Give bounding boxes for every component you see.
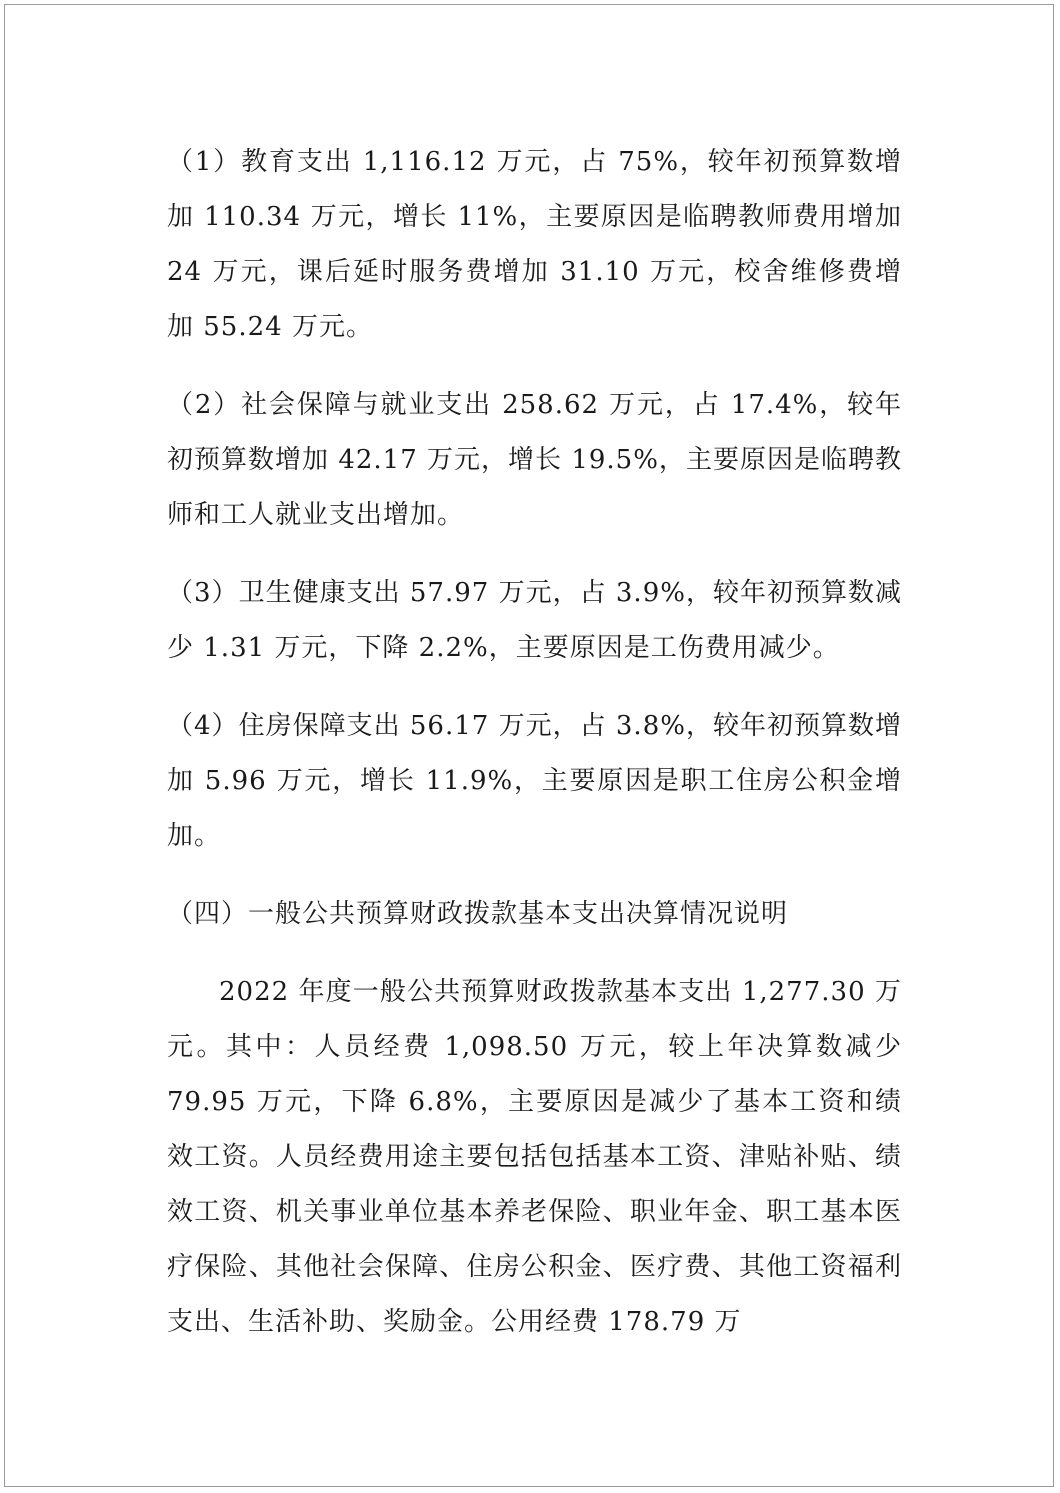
paragraph-basic-expenditure: 2022 年度一般公共预算财政拨款基本支出 1,277.30 万元。其中：人员经费 1,098.50 万元，较上年决算数减少 79.95 万元，下降 6.8%，主要原因是减少了基本工资和绩效工资。人员经费用途主要包括包括基本工资、津贴补贴、绩效工资、机关事业单位基本养老保险、职业年金、职工基本医疗保险、其他社会保障、住房公积金、医疗费、其他工资福利支出、生活补助、奖励金。公用经费 178.79 万 <box>167 977 902 1337</box>
document-body <box>167 135 902 1373</box>
paragraph-education: （1）教育支出 1,116.12 万元，占 75%，较年初预算数增加 110.34 万元，增长 11%，主要原因是临聘教师费用增加 24 万元，课后延时服务费增加 31.10 万元，校舍维修费增加 55.24 万元。 <box>167 147 902 342</box>
paragraph-social-security: （2）社会保障与就业支出 258.62 万元，占 17.4%，较年初预算数增加 42.17 万元，增长 19.5%，主要原因是临聘教师和工人就业支出增加。 <box>167 390 902 530</box>
paragraph-housing: （4）住房保障支出 56.17 万元，占 3.8%，较年初预算数增加 5.96 万元，增长 11.9%，主要原因是职工住房公积金增加。 <box>167 711 902 851</box>
paragraph-health: （3）卫生健康支出 57.97 万元，占 3.9%，较年初预算数减少 1.31 万元，下降 2.2%，主要原因是工伤费用减少。 <box>167 578 902 663</box>
section-heading: （四）一般公共预算财政拨款基本支出决算情况说明 <box>167 899 789 929</box>
document-page <box>4 4 1054 1487</box>
